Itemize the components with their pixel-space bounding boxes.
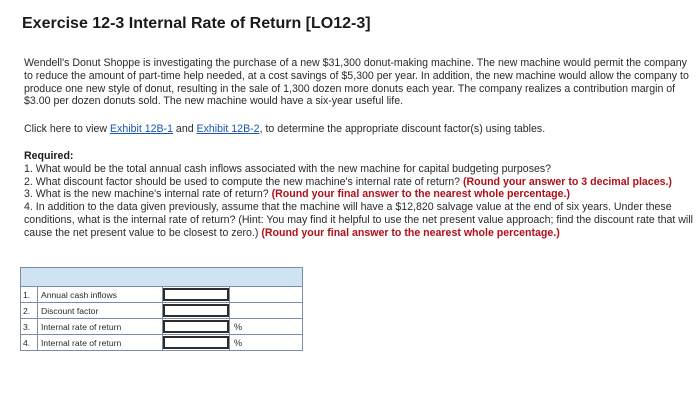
requirement-4-text: 4. In addition to the data given previously, assume that the machine will have a $12,820 salvage value at the end of six years. Under these conditions, what is the internal rate of return? (Hint: You may find it helpful to use the net present value approach; find the discount rate that will cause the net present value to be closest to zero.) bbox=[24, 201, 693, 239]
table-row bbox=[21, 287, 303, 303]
requirement-4-emphasis: (Round your final answer to the nearest whole percentage.) bbox=[261, 226, 560, 239]
unit-label bbox=[233, 306, 234, 316]
answer-cell bbox=[163, 319, 230, 335]
exhibit-instructions-suffix: , to determine the appropriate discount factor(s) using tables. bbox=[259, 123, 546, 135]
required-section bbox=[24, 150, 696, 240]
requirement-2-text: 2. What discount factor should be used to compute the new machine's internal rate of return? bbox=[24, 175, 463, 188]
unit-cell bbox=[230, 303, 303, 319]
row-label: Internal rate of return bbox=[38, 335, 163, 351]
table-row bbox=[21, 335, 303, 351]
irr-input[interactable] bbox=[163, 320, 229, 333]
unit-cell bbox=[230, 335, 303, 351]
discount-factor-input[interactable] bbox=[163, 304, 229, 317]
table-row bbox=[21, 319, 303, 335]
requirement-4 bbox=[24, 201, 696, 239]
requirement-2 bbox=[24, 176, 696, 189]
answer-cell bbox=[163, 287, 230, 303]
exhibit-12b-1-link[interactable]: Exhibit 12B-1 bbox=[109, 123, 173, 135]
row-number: 4. bbox=[21, 335, 38, 351]
percent-unit-label: % bbox=[234, 337, 243, 348]
exhibit-instructions-middle: and bbox=[172, 123, 197, 135]
answer-table-header-cell bbox=[21, 268, 303, 287]
requirement-3-emphasis: (Round your final answer to the nearest whole percentage.) bbox=[271, 188, 571, 201]
answer-table-header bbox=[21, 268, 303, 287]
row-label: Discount factor bbox=[38, 303, 163, 319]
requirement-2-emphasis: (Round your answer to 3 decimal places.) bbox=[462, 175, 672, 188]
exhibit-12b-2-link[interactable]: Exhibit 12B-2 bbox=[196, 123, 260, 135]
problem-description: Wendell's Donut Shoppe is investigating the purchase of a new $31,300 donut-making machine. The new machine would permit the company to reduce the amount of part-time help needed, at a cost savings of $5,300 per year. In addition, the new machine would allow the company to produce one new style of donut, resulting in the sale of 1,300 dozen more donuts each year. The company realizes a contribution margin of $3.00 per dozen donuts sold. The new machine would have a six-year useful life. bbox=[24, 57, 689, 108]
answer-cell bbox=[163, 303, 230, 319]
exhibit-instructions bbox=[24, 123, 696, 136]
annual-cash-inflows-input[interactable] bbox=[163, 288, 229, 301]
exhibit-instructions-prefix: Click here to view bbox=[24, 123, 110, 135]
exercise-title: Exercise 12-3 Internal Rate of Return [LO12-3] bbox=[22, 15, 371, 32]
percent-unit-label: % bbox=[234, 321, 243, 332]
requirement-3 bbox=[24, 188, 696, 201]
row-number: 2. bbox=[21, 303, 38, 319]
answer-cell bbox=[163, 335, 230, 351]
irr-with-salvage-input[interactable] bbox=[163, 336, 229, 349]
requirement-1-text: 1. What would be the total annual cash inflows associated with the new machine for capital budgeting purposes? bbox=[24, 162, 552, 175]
required-label: Required: bbox=[24, 150, 74, 162]
unit-cell bbox=[230, 319, 303, 335]
row-label: Annual cash inflows bbox=[38, 287, 163, 303]
requirement-1 bbox=[24, 163, 696, 176]
answer-table bbox=[20, 267, 303, 351]
row-label: Internal rate of return bbox=[38, 319, 163, 335]
row-number: 3. bbox=[21, 319, 38, 335]
unit-label bbox=[233, 290, 234, 300]
row-number: 1. bbox=[21, 287, 38, 303]
table-row bbox=[21, 303, 303, 319]
unit-cell bbox=[230, 287, 303, 303]
requirement-3-text: 3. What is the new machine's internal rate of return? bbox=[24, 188, 272, 201]
